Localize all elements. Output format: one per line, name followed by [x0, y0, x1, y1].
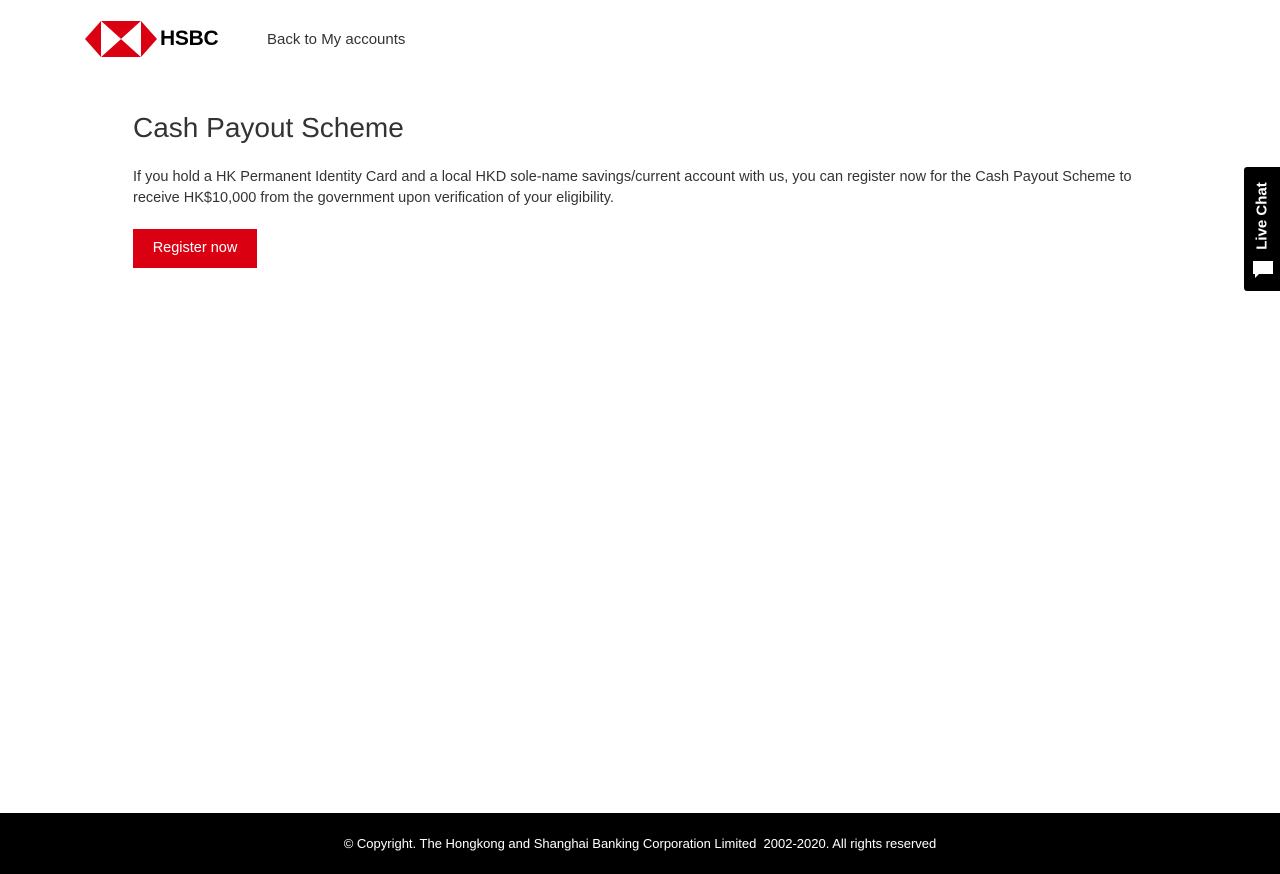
page-title: Cash Payout Scheme	[133, 112, 404, 143]
logo-text: HSBC	[160, 27, 219, 50]
scheme-description: If you hold a HK Permanent Identity Card and a local HKD sole-name savings/current account with us, you can register now for the Cash Payout Scheme to receive HK$10,000 from the government upon verification of your eligibility.	[133, 169, 1132, 206]
register-now-button[interactable]: Register now	[133, 229, 257, 268]
chat-bubble-icon	[1253, 261, 1273, 279]
back-to-accounts-link[interactable]: Back to My accounts	[267, 31, 406, 48]
live-chat-tab[interactable]	[1244, 167, 1280, 291]
footer	[0, 813, 1280, 874]
hsbc-logo[interactable]	[85, 20, 218, 58]
hsbc-hexagon-icon	[85, 20, 157, 58]
copyright-text: © Copyright. The Hongkong and Shanghai Banking Corporation Limited 2002-2020. All rights reserved	[343, 836, 937, 851]
header	[0, 0, 1280, 80]
live-chat-label: Live Chat	[1253, 182, 1271, 250]
main-content	[133, 108, 1163, 268]
